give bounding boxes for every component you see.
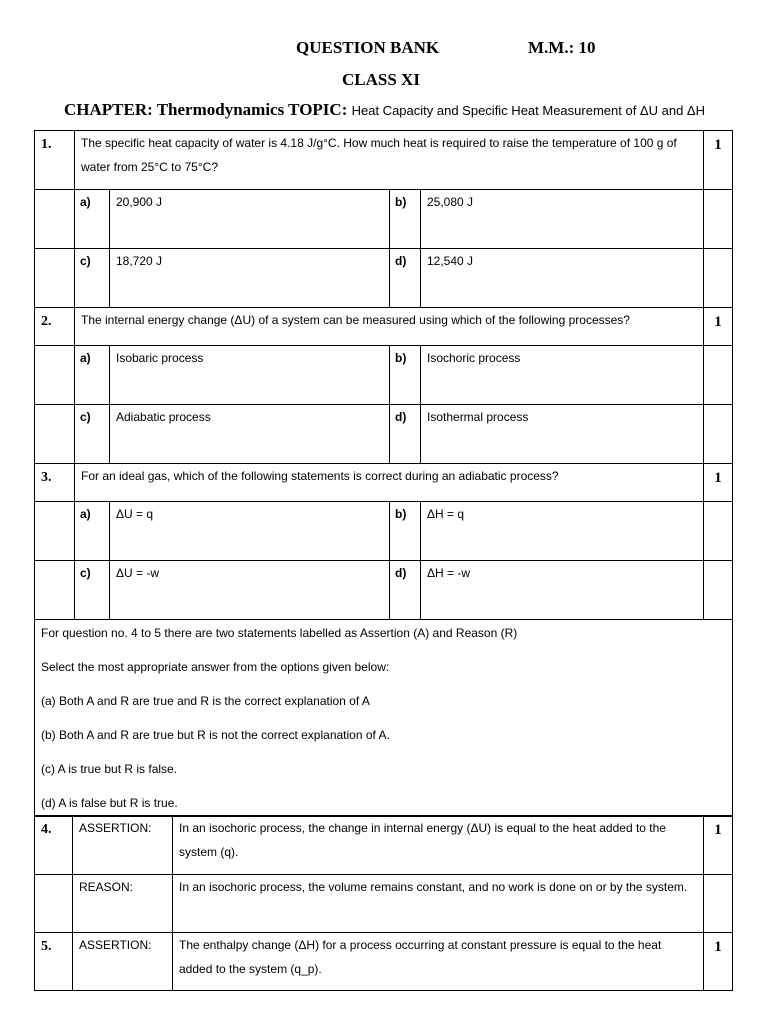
question-text: The internal energy change (ΔU) of a system can be measured using which of the following processes?	[75, 308, 704, 346]
instructions-select: Select the most appropriate answer from the options given below:	[41, 660, 390, 674]
option-text: 12,540 J	[421, 249, 704, 308]
option-label: b)	[390, 346, 421, 405]
option-text: ΔU = q	[110, 502, 390, 561]
question-number: 3.	[35, 464, 75, 502]
option-label: c)	[75, 561, 110, 620]
question-number: 5.	[35, 933, 73, 991]
option-text: ΔH = -w	[421, 561, 704, 620]
option-text: ΔH = q	[421, 502, 704, 561]
instructions-intro: For question no. 4 to 5 there are two statements labelled as Assertion (A) and Reason (R)	[41, 626, 518, 640]
option-label: d)	[390, 405, 421, 464]
question-marks: 1	[704, 308, 733, 346]
question-marks: 1	[704, 933, 733, 991]
reason-row	[35, 875, 733, 933]
option-row	[35, 249, 733, 308]
mcq-table	[34, 130, 733, 817]
option-label: a)	[75, 190, 110, 249]
question-number: 1.	[35, 131, 75, 190]
option-row	[35, 561, 733, 620]
question-marks: 1	[704, 464, 733, 502]
topic-text: Heat Capacity and Specific Heat Measurement of ΔU and ΔH	[351, 103, 705, 118]
page-title: QUESTION BANK	[296, 38, 440, 57]
assertion-reason-table	[34, 815, 733, 991]
class-label: CLASS XI	[342, 70, 420, 89]
question-text: The specific heat capacity of water is 4.18 J/g°C. How much heat is required to raise the temperature of 100 g of water from 25°C to 75°C?	[75, 131, 704, 190]
option-text: Isochoric process	[421, 346, 704, 405]
max-marks: M.M.: 10	[528, 38, 596, 57]
question-number: 4.	[35, 816, 73, 875]
option-row	[35, 346, 733, 405]
answer-choice: (b) Both A and R are true but R is not the correct explanation of A.	[41, 728, 390, 742]
assertion-text: In an isochoric process, the change in internal energy (ΔU) is equal to the heat added to the system (q).	[173, 816, 704, 875]
option-text: 25,080 J	[421, 190, 704, 249]
answer-choice: (c) A is true but R is false.	[41, 762, 178, 776]
option-text: 18,720 J	[110, 249, 390, 308]
question-marks: 1	[704, 131, 733, 190]
assertion-text: The enthalpy change (ΔH) for a process occurring at constant pressure is equal to the heat added to the system (q_p).	[173, 933, 704, 991]
option-label: d)	[390, 561, 421, 620]
question-text: For an ideal gas, which of the following statements is correct during an adiabatic process?	[75, 464, 704, 502]
option-text: 20,900 J	[110, 190, 390, 249]
question-row	[35, 308, 733, 346]
assertion-row	[35, 933, 733, 991]
question-marks: 1	[704, 816, 733, 875]
option-text: Isobaric process	[110, 346, 390, 405]
assertion-row	[35, 816, 733, 875]
option-label: b)	[390, 190, 421, 249]
option-text: ΔU = -w	[110, 561, 390, 620]
option-label: b)	[390, 502, 421, 561]
question-row	[35, 464, 733, 502]
reason-text: In an isochoric process, the volume remains constant, and no work is done on or by the system.	[173, 875, 704, 933]
chapter-topic-line	[64, 100, 705, 120]
option-label: d)	[390, 249, 421, 308]
option-row	[35, 502, 733, 561]
assertion-label: ASSERTION:	[73, 933, 173, 991]
question-row	[35, 131, 733, 190]
option-label: a)	[75, 502, 110, 561]
option-label: a)	[75, 346, 110, 405]
reason-label: REASON:	[73, 875, 173, 933]
option-label: c)	[75, 249, 110, 308]
question-number: 2.	[35, 308, 75, 346]
option-label: c)	[75, 405, 110, 464]
assertion-label: ASSERTION:	[73, 816, 173, 875]
answer-choice: (a) Both A and R are true and R is the correct explanation of A	[41, 694, 370, 708]
answer-choice: (d) A is false but R is true.	[41, 796, 178, 810]
option-row	[35, 190, 733, 249]
option-text: Isothermal process	[421, 405, 704, 464]
assertion-reason-instructions	[35, 620, 733, 817]
option-row	[35, 405, 733, 464]
chapter-label: CHAPTER: Thermodynamics TOPIC:	[64, 100, 348, 119]
option-text: Adiabatic process	[110, 405, 390, 464]
